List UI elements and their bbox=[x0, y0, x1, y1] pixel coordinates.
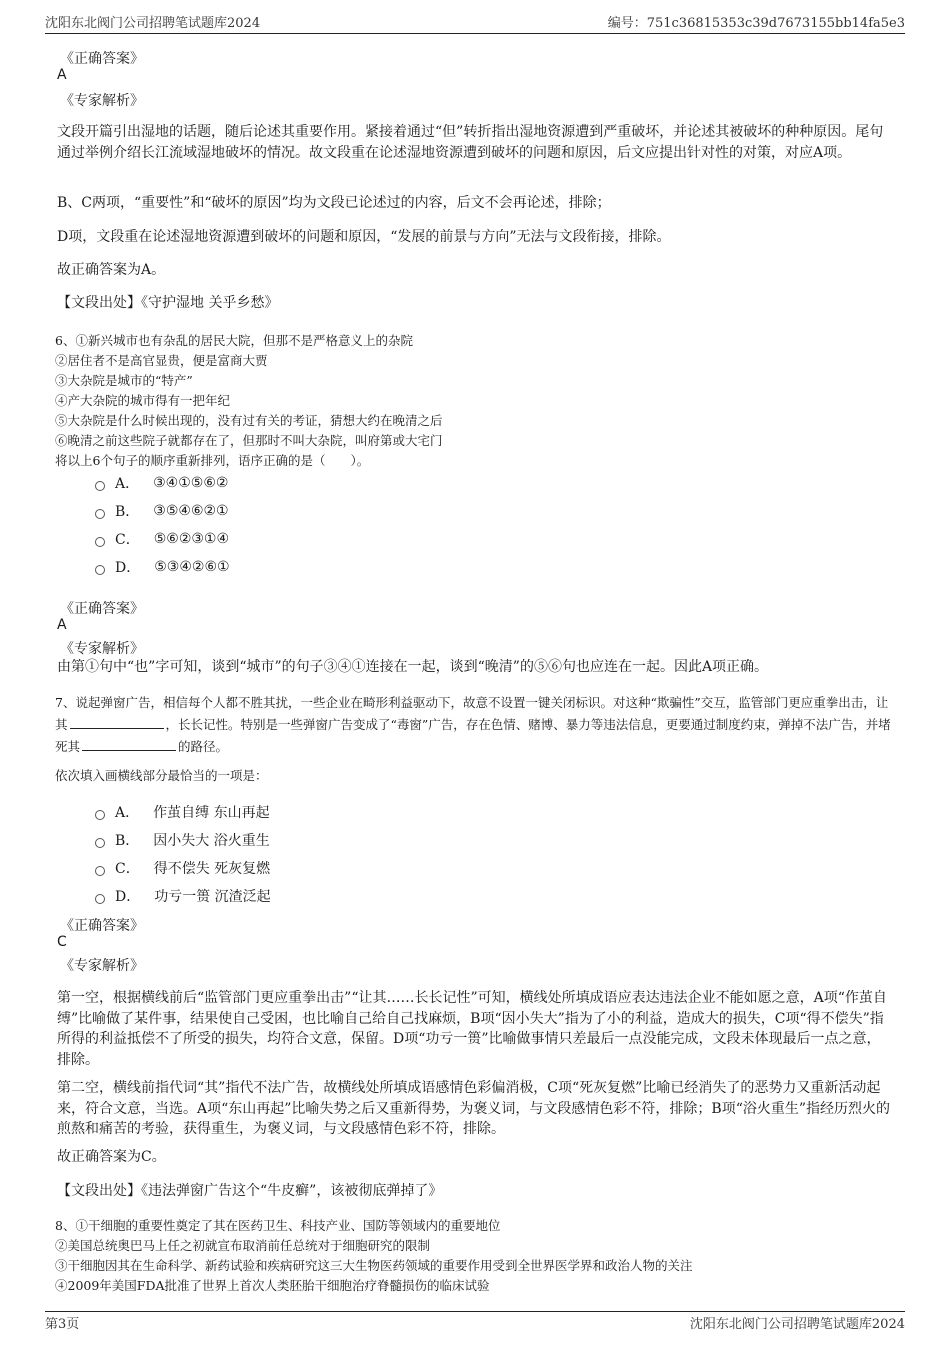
q5-source: 【文段出处】《守护湿地 关乎乡愁》 bbox=[57, 295, 279, 311]
q6-stem-line-4: ④产大杂院的城市得有一把年纪 bbox=[55, 393, 231, 408]
radio-icon[interactable] bbox=[95, 810, 105, 820]
q5-analysis-para-2: B、C两项，“重要性”和“破坏的原因”均为文段已论述过的内容，后文不会再论述，排除； bbox=[57, 195, 611, 211]
radio-icon[interactable] bbox=[95, 838, 105, 848]
q7-answer: C bbox=[57, 934, 67, 950]
option-text: 得不偿失 死灰复燃 bbox=[153, 861, 271, 877]
q6-stem-line-2: ②居住者不是高官显贵，便是富商大贾 bbox=[55, 353, 268, 368]
radio-icon[interactable] bbox=[95, 509, 105, 519]
q7-answer-heading: 《正确答案》 bbox=[60, 918, 144, 934]
q7-blank-2[interactable] bbox=[82, 738, 176, 751]
q8-stem-line-1: 8、①干细胞的重要性奠定了其在医药卫生、科技产业、国防等领域内的重要地位 bbox=[55, 1218, 501, 1233]
option-text: 作茧自缚 东山再起 bbox=[153, 805, 270, 821]
option-letter: D． bbox=[115, 889, 141, 905]
option-letter: C． bbox=[115, 532, 140, 548]
q6-option-b[interactable] bbox=[95, 501, 229, 521]
q6-option-d[interactable] bbox=[95, 557, 230, 577]
option-letter: B． bbox=[115, 504, 140, 520]
option-letter: A． bbox=[115, 476, 140, 492]
q5-analysis-para-3: D项，文段重在论述湿地资源遭到破坏的问题和原因，“发展的前景与方向”无法与文段衔接，排除。 bbox=[57, 229, 671, 245]
q6-stem-line-1: 6、①新兴城市也有杂乱的居民大院，但那不是严格意义上的杂院 bbox=[55, 333, 413, 348]
option-text: ⑤⑥②③①④ bbox=[153, 531, 230, 547]
q5-analysis-heading: 《专家解析》 bbox=[60, 93, 144, 109]
q6-stem-line-5: ⑤大杂院是什么时候出现的，没有过有关的考证，猜想大约在晚清之后 bbox=[55, 413, 443, 428]
q6-stem-line-7: 将以上6个句子的顺序重新排列，语序正确的是（ ）。 bbox=[55, 453, 370, 468]
radio-icon[interactable] bbox=[95, 537, 105, 547]
radio-icon[interactable] bbox=[95, 481, 105, 491]
q7-analysis-heading: 《专家解析》 bbox=[60, 958, 144, 974]
footer-page-number: 第3页 bbox=[45, 1317, 80, 1332]
q6-analysis: 由第①句中“也”字可知，谈到“城市”的句子③④①连接在一起，谈到“晚清”的⑤⑥句也应连在一起。因此A项正确。 bbox=[57, 659, 769, 675]
q7-stem bbox=[55, 692, 893, 758]
radio-icon[interactable] bbox=[95, 565, 105, 575]
option-text: 因小失大 浴火重生 bbox=[153, 833, 270, 849]
q7-stem-part-1: 7、说起弹窗广告，相信每个人都不胜其扰，一些企业在畸形利益驱动下，故意不设置一键关闭标识。对这种“欺骗性”交互，监管部门更应重拳出击，让其 bbox=[55, 695, 889, 732]
q5-answer: A bbox=[57, 67, 67, 83]
q7-blank-1[interactable] bbox=[70, 716, 164, 729]
q7-option-c[interactable] bbox=[95, 858, 270, 878]
q6-stem-line-3: ③大杂院是城市的“特产” bbox=[55, 373, 193, 388]
option-letter: D． bbox=[115, 560, 141, 576]
q8-stem-line-4: ④2009年美国FDA批准了世界上首次人类胚胎干细胞治疗脊髓损伤的临床试验 bbox=[55, 1278, 490, 1293]
radio-icon[interactable] bbox=[95, 866, 105, 876]
q6-option-a[interactable] bbox=[95, 473, 228, 493]
q7-conclusion: 故正确答案为C。 bbox=[57, 1149, 166, 1165]
option-text: ③⑤④⑥②① bbox=[153, 503, 229, 519]
header-title: 沈阳东北阀门公司招聘笔试题库2024 bbox=[45, 16, 261, 31]
header-divider bbox=[45, 33, 905, 34]
option-text: 功亏一篑 沉渣泛起 bbox=[154, 889, 271, 905]
radio-icon[interactable] bbox=[95, 894, 105, 904]
q8-stem-line-3: ③干细胞因其在生命科学、新药试验和疾病研究这三大生物医药领域的重要作用受到全世界医学界和政治人物的关注 bbox=[55, 1258, 693, 1273]
q6-answer: A bbox=[57, 617, 67, 633]
q7-prompt: 依次填入画横线部分最恰当的一项是： bbox=[55, 768, 268, 783]
q6-stem-line-6: ⑥晚清之前这些院子就都存在了，但那时不叫大杂院，叫府第或大宅门 bbox=[55, 433, 443, 448]
option-letter: B． bbox=[115, 833, 140, 849]
header-doc-id: 编号：751c36815353c39d7673155bb14fa5e3 bbox=[607, 16, 905, 31]
q7-option-a[interactable] bbox=[95, 802, 270, 822]
q7-source: 【文段出处】《违法弹窗广告这个“牛皮癣”，该被彻底弹掉了》 bbox=[57, 1183, 443, 1199]
q7-option-d[interactable] bbox=[95, 886, 271, 906]
q6-option-c[interactable] bbox=[95, 529, 229, 549]
q5-analysis-para-1: 文段开篇引出湿地的话题，随后论述其重要作用。紧接着通过“但”转折指出湿地资源遭到严重破坏，并论述其被破坏的种种原因。尾句通过举例介绍长江流域湿地破坏的情况。故文段重在论述湿地资源遭到破坏的问题和原因，后文应提出针对性的对策，对应A项。 bbox=[57, 124, 884, 161]
q6-analysis-heading: 《专家解析》 bbox=[60, 641, 144, 657]
q5-answer-heading: 《正确答案》 bbox=[60, 51, 144, 67]
q7-analysis-para-2: 第二空，横线前指代词“其”指代不法广告，故横线处所填成语感情色彩偏消极，C项“死灰复燃”比喻已经消失了的恶势力又重新活动起来，符合文意，当选。A项“东山再起”比喻失势之后又重新得势，为褒义词，与文段感情色彩不符，排除；B项“浴火重生”指经历烈火的煎熬和痛苦的考验，获得重生，为褒义词，与文段感情色彩不符，排除。 bbox=[57, 1080, 891, 1137]
footer-divider bbox=[45, 1311, 905, 1312]
q7-stem-part-3: 的路径。 bbox=[178, 739, 229, 754]
q7-stem-part-2: ，长长记性。特别是一些弹窗广告变成了“毒窗”广告，存在色情、赌博、暴力等违法信息，更要通过制度约束，弹掉不法广告，并堵死其 bbox=[55, 717, 891, 754]
option-letter: C． bbox=[115, 861, 140, 877]
q5-conclusion: 故正确答案为A。 bbox=[57, 262, 166, 278]
q7-analysis-para-1: 第一空，根据横线前后“监管部门更应重拳出击”“让其……长长记性”可知，横线处所填成语应表达违法企业不能如愿之意，A项“作茧自缚”比喻做了某件事，结果使自己受困，也比喻自己给自己找麻烦，B项“因小失大”指为了小的利益，造成大的损失，C项“得不偿失”指所得的利益抵偿不了所受的损失，均符合文意，保留。D项“功亏一篑”比喻做事情只差最后一点没能完成，文段未体现最后一点之意，排除。 bbox=[57, 990, 887, 1068]
q6-answer-heading: 《正确答案》 bbox=[60, 601, 144, 617]
option-text: ③④①⑤⑥② bbox=[153, 475, 229, 491]
q7-option-b[interactable] bbox=[95, 830, 270, 850]
footer-title: 沈阳东北阀门公司招聘笔试题库2024 bbox=[689, 1317, 905, 1332]
option-text: ⑤③④②⑥① bbox=[154, 559, 230, 575]
q8-stem-line-2: ②美国总统奥巴马上任之初就宣布取消前任总统对于细胞研究的限制 bbox=[55, 1238, 431, 1253]
option-letter: A． bbox=[115, 805, 140, 821]
